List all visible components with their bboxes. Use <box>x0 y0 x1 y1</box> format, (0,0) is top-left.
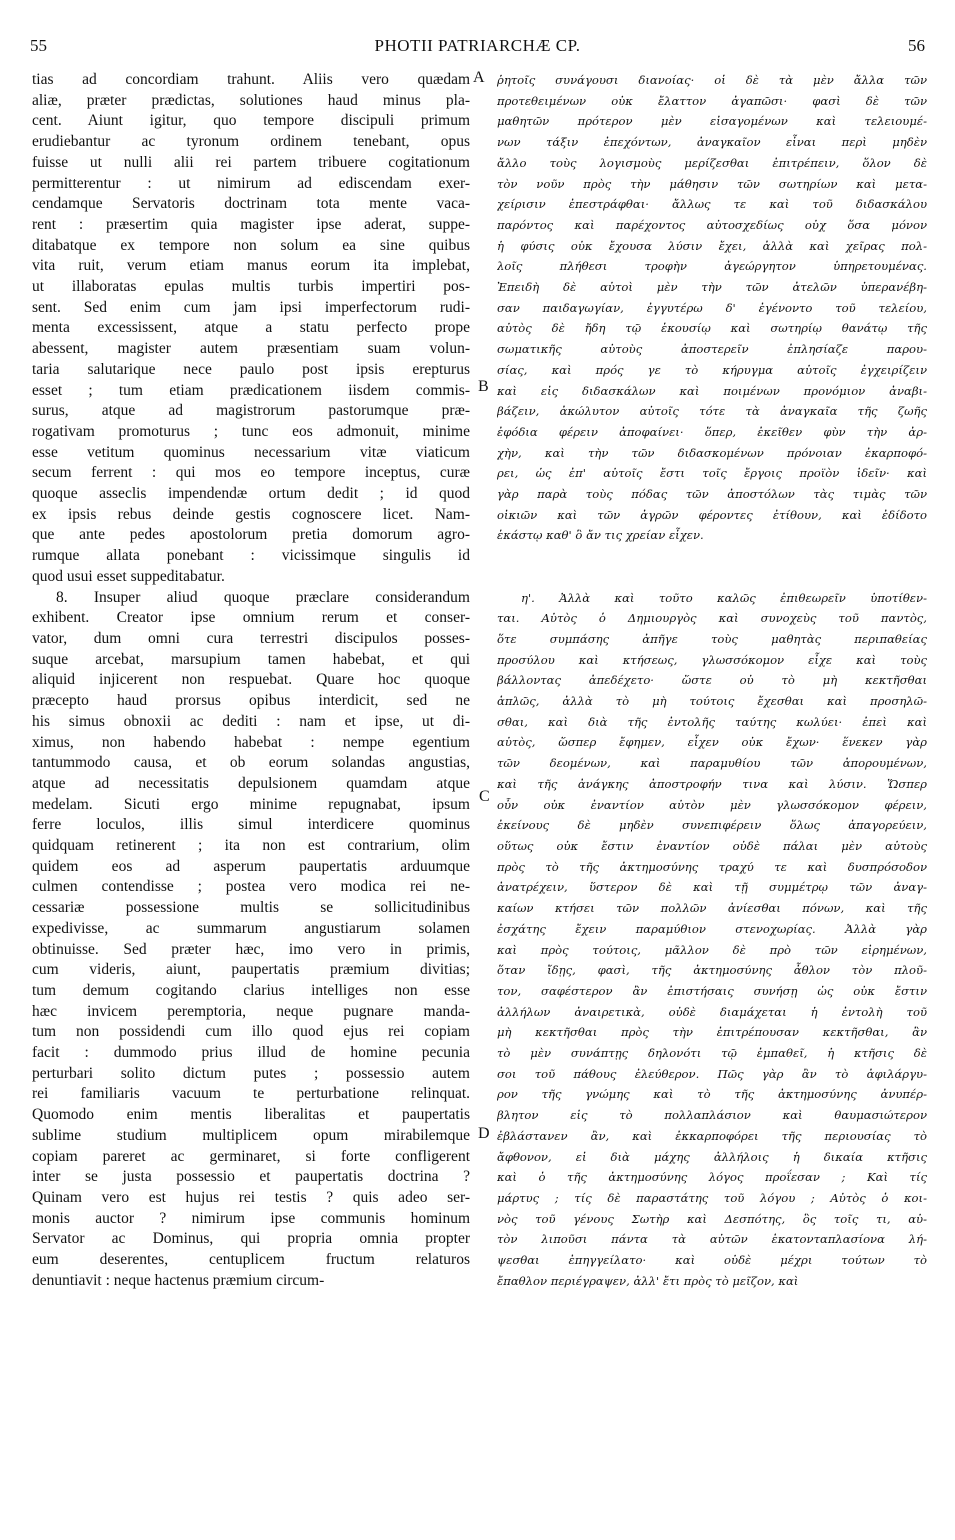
greek-text-line: καὶ πρὸς τούτοις, μᾶλλον δὲ πρὸ τῶν εἰρημένων, <box>497 942 927 957</box>
greek-text-line: ἐβλάστανεν ἂν, καὶ ἐκκαρποφόρει τῆς περιουσίας τὸ <box>497 1128 927 1143</box>
latin-text-line: Servator ac Dominus, qui propria omnia propter <box>32 1230 470 1248</box>
greek-text-line: πρὸς τὸ τῆς ἀκτημοσύνης τραχύ τε καὶ δυσπρόσοδον <box>497 859 927 874</box>
greek-text-line: ἀνατρέχειν, ὕστερον δὲ καὶ τῇ συμμέτρῳ τῶν ἀναγ- <box>497 880 927 895</box>
latin-text-line: Quomodo enim mentis liberalitas et paupertatis <box>32 1106 470 1124</box>
greek-text-line: χὴν, καὶ τὴν τῶν διδασκομένων πρόνοιαν ἐκαρποφό- <box>497 445 927 460</box>
greek-text-line: ἀλλήλων ἀναιρετικὰ, οὐδὲ διαμάχεται ἡ ἐντολὴ τοῦ <box>497 1004 927 1019</box>
latin-text-line: præcepto haud prorsus opibus interdicit, sed ne <box>32 692 470 710</box>
greek-text-line: χείρισιν ἐπεστράφθαι· ἄλλως τε καὶ τοῦ διδασκάλου <box>497 197 927 212</box>
latin-text-line: ditabatque ex tempore non solum ea sine quibus <box>32 236 470 254</box>
latin-text-line: ut illaboratas epulas multis turbis impertiri pos- <box>32 278 470 296</box>
greek-text-line: οἰκιῶν καὶ τῶν ἀγρῶν φέροντες ἐτίθουν, καὶ ἐδίδοτο <box>497 507 927 522</box>
latin-text-line: medelam. Sicuti ergo minime repugnabat, ipsum <box>32 795 470 813</box>
greek-text-line: ἁπλῶς, ἀλλὰ τὸ μὴ τούτοις ἔχεσθαι καὶ προσηλῶ- <box>497 694 927 709</box>
greek-text-line: σωματικῆς αὐτοὺς ἀποστερεῖν ἐπλησίαζε παρου- <box>497 342 927 357</box>
margin-marker-a: A <box>473 69 485 86</box>
greek-text-line: βλητον εἰς τὸ πολλαπλάσιον καὶ θαυμασιώτερον <box>497 1108 927 1123</box>
latin-text-line: monis auctor ? nimirum ipse communis hominum <box>32 1209 470 1227</box>
greek-text-line: σθαι, καὶ διὰ τῆς ἐντολῆς ταύτης κωλύει· ἐπεὶ καὶ <box>497 714 927 729</box>
greek-column <box>497 70 927 1291</box>
greek-text-line: ὅταν ἴδῃς, φασὶ, τῆς ἀκτημοσύνης ἆθλον τὸν πλοῦ- <box>497 963 927 978</box>
greek-text-line: ἔπαθλον περιέγραψεν, ἀλλ' ἔτι πρὸς τὸ μεῖζον, καὶ <box>497 1273 799 1288</box>
greek-text-line: μαθητῶν πρότερον μὲν εἰσαγομένων καὶ τελειουμέ- <box>497 114 927 129</box>
greek-text-line: οὖν οὐκ ἐναντίον αὐτὸν μὲν γλωσσόκομον φέρειν, <box>497 797 927 812</box>
greek-text-line: παρόντος καὶ παρέχοντος αὐτοσχεδίως οὐχ ὅσα μόνον <box>497 217 927 232</box>
latin-text-line: rei familiaris vacuum te perturbatione relinquat. <box>32 1085 470 1103</box>
latin-text-line: 8. Insuper aliud quoque præclare considerandum <box>56 588 470 606</box>
margin-marker-c: C <box>479 788 490 805</box>
greek-text-line: ψεσθαι ἐπηγγείλατο· καὶ οὐδὲ μέχρι τούτων τὸ <box>497 1253 927 1268</box>
latin-text-line: cessariæ possessione multis se sollicitudinibus <box>32 899 470 917</box>
latin-text-line: erudiebantur ac tyronum ordinem tenebant, opus <box>32 133 470 151</box>
greek-text-line: αὐτὸς, ὥσπερ ἔφημεν, εἶχεν οὐκ ἔχων· ἕνεκεν γὰρ <box>497 735 927 750</box>
greek-text-line: η'. Ἀλλὰ καὶ τοῦτο καλῶς ἐπιθεωρεῖν ὑποτίθεν- <box>521 590 927 605</box>
latin-text-line: vator, dum omni cura terrestri discipulos posses- <box>32 629 470 647</box>
greek-text-line: καίων κτήσει τῶν πολλῶν ἀνίεσθαι πόνων, καὶ τῆς <box>497 901 927 916</box>
greek-text-line: καὶ ὁ τῆς ἀκτημοσύνης λόγος προΐεσαν ; Καὶ τίς <box>497 1170 927 1185</box>
latin-text-line: copiam pareret ac germinaret, si forte confligerent <box>32 1147 470 1165</box>
page-number-right: 56 <box>908 36 925 55</box>
latin-text-line: vita ruit, verum etiam manus eorum ita implebat, <box>32 257 470 275</box>
latin-text-line: his simus obnoxii ac dediti : nam et ipse, ut di- <box>32 712 470 730</box>
greek-text-line: προτεθειμένων οὐκ ἔλαττον ἀγαπῶσι· φασὶ δὲ τῶν <box>497 93 927 108</box>
latin-text-line: rumque allata ponebant : vicissimque singulis id <box>32 547 470 565</box>
page-header <box>30 36 925 60</box>
greek-text-line: ὅτε συμπάσης ἀπῆγε τοὺς μαθητὰς περιπαθείας <box>497 631 927 646</box>
greek-text-line: τῶν δεομένων, καὶ παραμυθίου τῶν ἀπορουμένων, <box>497 756 927 771</box>
latin-text-line: cent. Aiunt igitur, quo tempore discipuli primum <box>32 112 470 130</box>
latin-text-line: quoque asseclis impendendæ ortum dedit ; id quod <box>32 485 470 503</box>
latin-text-line: rogativam promoturus ; tunc eos admonuit, minime <box>32 422 470 440</box>
latin-text-line: culmen contendisse ; postea vero modica rei ne- <box>32 878 470 896</box>
greek-text-line: βάλλοντας ἀπεδέχετο· ὥστε οὐ τὸ μὴ κεκτῆσθαι <box>497 673 927 688</box>
greek-text-line: ἄλλο τοὺς λογισμοὺς μερίζεσθαι ἐπιτρέπειν, ὅλον δὲ <box>497 155 927 170</box>
paragraph-gap <box>497 546 927 567</box>
greek-text-line: ῥητοῖς συνάγουσι διανοίας· οἱ δὲ τὰ μὲν ἄλλα τῶν <box>497 73 927 87</box>
latin-text-line: permitterentur : ut nimirum ad ediscendam exer- <box>32 174 470 192</box>
latin-text-line: aliæ, præter prædictas, solutiones haud minus pla- <box>32 91 470 109</box>
greek-text-line: ρον τῆς γνώμης καὶ τὸ τῆς ἀκτημοσύνης ἀνυπέρ- <box>497 1087 927 1102</box>
page-number-left: 55 <box>30 36 47 55</box>
greek-text-line: τὸν νοῦν πρὸς τὴν μάθησιν τῶν σωτηρίων καὶ μετα- <box>497 176 927 191</box>
greek-text-line: νὸς τοῦ γένους Σωτὴρ καὶ Δεσπότης, ὃς τοῖς τι, αὐ- <box>497 1211 927 1226</box>
greek-text-line: ἐσχάτης ἔχειν παραμύθιον στενοχωρίας. Ἀλλὰ γὰρ <box>497 921 927 936</box>
latin-text-line: obtinuisse. Sed præter hæc, imo vero in primis, <box>32 940 470 958</box>
latin-text-line: taria salutarique nece paulo post ipsis erepturus <box>32 360 470 378</box>
greek-text-line: τον, σαφέστερον ἂν ἐπιστήσαις συνήσῃ ὡς οὐκ ἔστιν <box>497 983 927 998</box>
latin-text-line: Quinam vero est hujus rei testis ? quis adeo ser- <box>32 1188 470 1206</box>
greek-text-line: ἡ φύσις οὐκ ἔχουσα λύσιν ἔχει, ἀλλὰ καὶ χεῖρας πολ- <box>497 238 927 253</box>
latin-text-line: denuntiavit : neque hactenus præmium circum- <box>32 1271 325 1289</box>
latin-text-line: aliquid injicerent non respuebat. Quare hoc quoque <box>32 671 470 689</box>
latin-text-line: quidem eos ad asperum paupertatis arduumque <box>32 857 470 875</box>
latin-text-line: ximus, non habendo habebat : nempe egentium <box>32 733 470 751</box>
greek-text-line: σίας, καὶ πρός γε τὸ κήρυγμα αὐτοῖς ἐγχειρίζειν <box>497 362 927 377</box>
latin-text-line: tias ad concordiam trahunt. Aliis vero quædam <box>32 71 470 88</box>
latin-text-line: expedivisse, ac summarum angustiarum solamen <box>32 919 470 937</box>
margin-marker-d: D <box>478 1125 490 1142</box>
latin-text-line: secum ferrent : qui mos eo tempore inceptus, curæ <box>32 464 470 482</box>
latin-text-line: abessent, magister autem præsentiam suam volun- <box>32 340 470 358</box>
latin-text-line: inter se justa possessio et paupertatis doctrina ? <box>32 1168 470 1186</box>
latin-text-line: rent : præsertim quia magister ipse aderat, suppe- <box>32 215 470 233</box>
latin-text-line: ferre loculos, illis simul interdicere quominus <box>32 816 470 834</box>
greek-text-line: μάρτυς ; τίς δὲ παραστάτης τοῦ λόγου ; Αὐτὸς ὁ κοι- <box>497 1190 927 1205</box>
greek-text-line: λοῖς πλήθεσι τροφὴν ἀγεώργητον ὑπηρετουμένας. <box>497 259 927 274</box>
greek-text-line: καὶ τῆς ἀνάγκης ἀποστροφήν τινα καὶ λύσιν. Ὥσπερ <box>497 776 927 791</box>
greek-text-line: σαν παιδαγωγίαν, ἐγγυτέρω δ' ἐγένοντο τοῦ τελείου, <box>497 300 927 315</box>
greek-text-line: ἐκείνους δὲ μηδὲν συνεπιφέρειν ὅλως ἀπαγορεύειν, <box>497 818 927 833</box>
latin-text-line: tum demum cogitando clarius intelliges non esse <box>32 981 470 999</box>
greek-text-line: ται. Αὐτὸς ὁ Δημιουργὸς καὶ συνοχεὺς τοῦ παντὸς, <box>497 611 927 626</box>
latin-text-line: surus, atque ad magistrorum pastorumque præ- <box>32 402 470 420</box>
latin-text-line: tum non possidendi cum illo quod ejus rei copiam <box>32 1023 470 1041</box>
latin-text-line: cendamque Servatoris doctrinam tota mente vaca- <box>32 195 470 213</box>
greek-text-line: ἄφθονον, εἰ διὰ μάχης ἀλλήλοις ἡ δικαία κτῆσις <box>497 1149 927 1164</box>
greek-text-line: αὐτὸς δὲ ἤδη τῷ ἑκουσίῳ καὶ σωτηρίῳ θανάτῳ τῆς <box>497 321 927 336</box>
latin-text-line: quod usui esset suppeditabatur. <box>32 567 225 585</box>
latin-text-line: suque arcebat, marsupium tamen habebat, et qui <box>32 650 470 668</box>
paragraph-gap <box>497 567 927 588</box>
greek-text-line: τὸν λιποῦσι πάντα τὰ αὐτῶν ἑκατονταπλασίονα λή- <box>497 1232 927 1247</box>
greek-text-line: βάζειν, ἀκώλυτον αὐτοῖς τότε τὰ ἀναγκαῖα τῆς ζωῆς <box>497 404 927 419</box>
latin-text-line: facit : dummodo prius illud de homine pecunia <box>32 1044 470 1062</box>
latin-text-line: tantummodo causa, et ob eorum solandas angustias, <box>32 754 470 772</box>
latin-text-line: fuisse ut nulli alii rei partem tribuere cogitationum <box>32 153 470 171</box>
latin-text-line: exhibent. Creator ipse omnium rerum et conser- <box>32 609 470 627</box>
greek-text-line: σοι τοῦ πάθους ἐλεύθερον. Πῶς γὰρ ἂν τὸ ἀφιλάργυ- <box>497 1066 927 1081</box>
greek-text-line: οὕτως οὐκ ἔστιν ἐναντίον οὐδὲ πάλαι μὲν αὐτοὺς <box>497 838 927 853</box>
greek-text-line: μὴ κεκτῆσθαι πρὸς τὴν ἐπιτρέπουσαν κεκτῆσθαι, ἂν <box>497 1025 927 1040</box>
running-title: PHOTII PATRIARCHÆ CP. <box>374 36 581 55</box>
greek-text-line: τὸ μὲν συνάπτῃς δηλονότι τῷ ἐμπαθεῖ, ἡ κτῆσις δὲ <box>497 1046 927 1061</box>
greek-text-line: ἐφόδια φέρειν ἀποφαίνει· ὅπερ, ἐκεῖθεν φὺν τὴν ἀρ- <box>497 424 927 439</box>
latin-text-line: quidquam retinerent ; ita non est contrarium, olim <box>32 837 470 855</box>
greek-text-line: νων τάξιν ἐπεχόντων, ἀναγκαῖον εἶναι περὶ μηδὲν <box>497 135 927 150</box>
greek-text-line: καὶ εἰς διδασκάλων καὶ ποιμένων προνόμιον ἀναβι- <box>497 383 927 398</box>
latin-text-line: que ante pedes apostolorum pretia domorum agro- <box>32 526 470 544</box>
latin-column <box>32 70 470 1291</box>
margin-marker-b: B <box>478 378 489 395</box>
greek-text-line: ἑκάστῳ καθ' ὃ ἄν τις χρείαν εἶχεν. <box>497 528 704 543</box>
greek-text-line: προσύλου καὶ κτήσεως, γλωσσόκομον εἶχε καὶ τοὺς <box>497 652 927 667</box>
greek-text-line: Ἐπειδὴ δὲ αὐτοὶ μὲν τὴν τῶν ἀτελῶν ὑπερανέβη- <box>497 280 927 295</box>
latin-text-line: sent. Sed enim cum jam ipsi imperfectorum rudi- <box>32 298 470 316</box>
latin-text-line: perturbari solito dictum putes ; possessio autem <box>32 1064 470 1082</box>
greek-text-line: γὰρ παρὰ τοὺς πόδας τῶν ἀποστόλων τὰς τιμὰς τῶν <box>497 487 927 502</box>
latin-text-line: esset ; tum etiam prædicationem iisdem commis- <box>32 381 470 399</box>
greek-text-line: ρει, ὡς ἐπ' αὐτοῖς ἔστι τοῖς ἔργοις προϊὸν ἰδεῖν· καὶ <box>497 466 927 481</box>
latin-text-line: atque ad necessitatis depulsionem quamdam atque <box>32 774 470 792</box>
latin-text-line: esse vetitum quominus necessarium vitæ viaticum <box>32 443 470 461</box>
latin-text-line: sublime studium multiplicem opum mirabilemque <box>32 1126 470 1144</box>
latin-text-line: eum deserentes, centuplicem fructum relaturos <box>32 1251 470 1269</box>
latin-text-line: menta excessissent, atque a statu perfecto prope <box>32 319 470 337</box>
latin-text-line: cum videris, aiunt, paupertatis præmium divitias; <box>32 961 470 979</box>
latin-text-line: hæc invicem peremptoria, neque pugnare manda- <box>32 1002 470 1020</box>
latin-text-line: ex ipsis rebus deinde gestis cognoscere licet. Nam- <box>32 505 470 523</box>
